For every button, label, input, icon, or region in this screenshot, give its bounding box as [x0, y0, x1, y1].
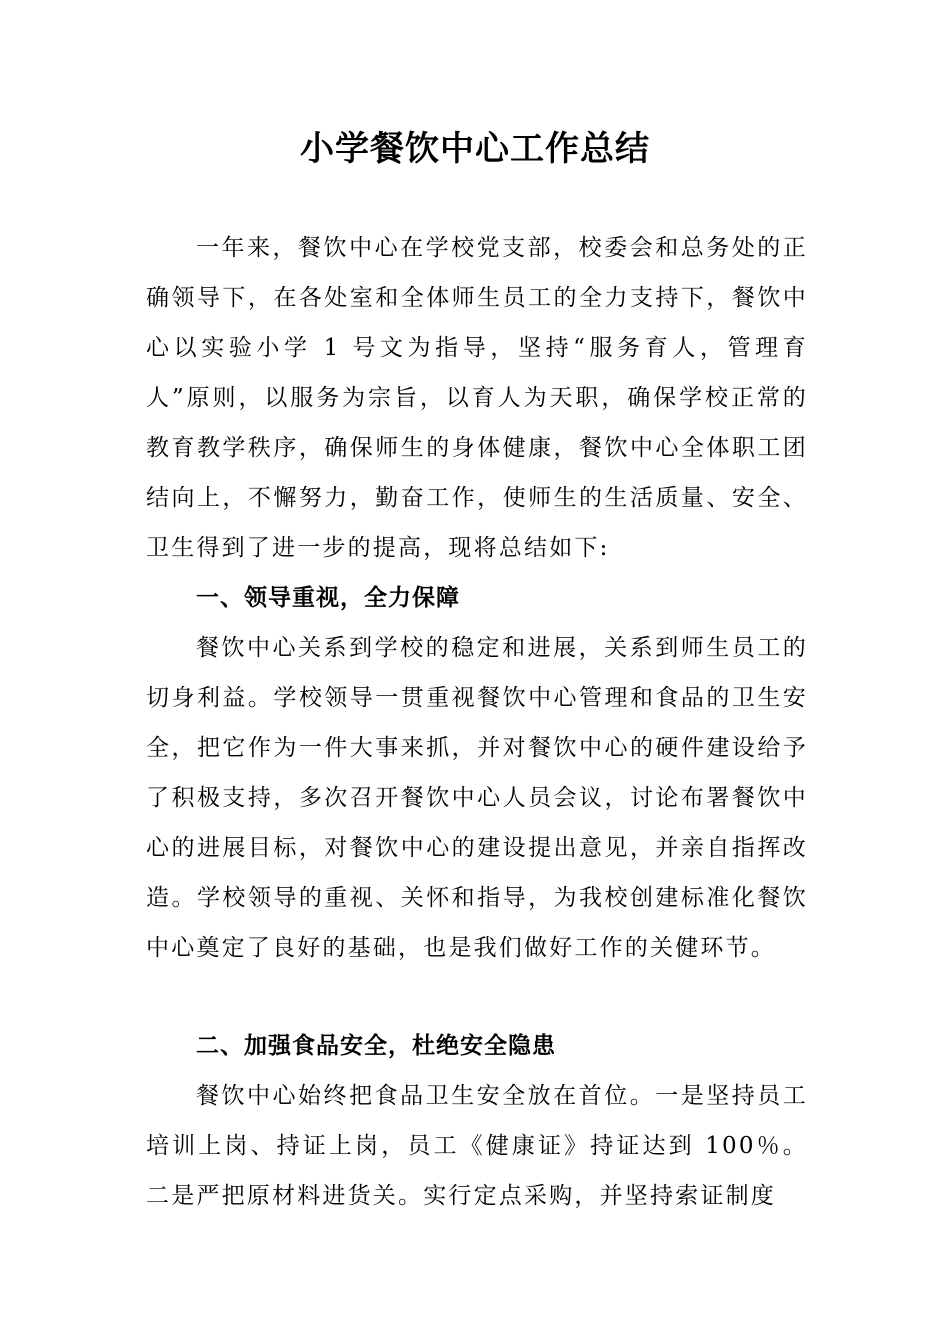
section-1-paragraph: 餐饮中心关系到学校的稳定和进展，关系到师生员工的切身利益。学校领导一贯重视餐饮中心管理和食品的卫生安全，把它作为一件大事来抓，并对餐饮中心的硬件建设给予了积极支持，多次召开餐饮中心人员会议，讨论布署餐饮中心的进展目标，对餐饮中心的建设提出意见，并亲自指挥改造。学校领导的重视、关怀和指导，为我校创建标准化餐饮中心奠定了良好的基础，也是我们做好工作的关健环节。: [146, 635, 808, 961]
section-heading-2: 二、加强食品安全，杜绝安全隐患: [196, 1033, 556, 1059]
section-2-paragraph: 餐饮中心始终把食品卫生安全放在首位。一是坚持员工培训上岗、持证上岗，员工《健康证》持证达到 100％。二是严把原材料进货关。实行定点采购，并坚持索证制度: [146, 1083, 808, 1209]
document-title: 小学餐饮中心工作总结: [300, 129, 650, 169]
intro-paragraph: 一年来，餐饮中心在学校党支部，校委会和总务处的正确领导下，在各处室和全体师生员工的全力支持下，餐饮中心以实验小学 1 号文为指导，坚持“服务育人，管理育人”原则，以服务为宗旨，以育人为天职，确保学校正常的教育教学秩序，确保师生的身体健康，餐饮中心全体职工团结向上，不懈努力，勤奋工作，使师生的生活质量、安全、卫生得到了进一步的提高，现将总结如下:: [146, 235, 808, 561]
section-heading-1: 一、领导重视，全力保障: [196, 585, 460, 611]
